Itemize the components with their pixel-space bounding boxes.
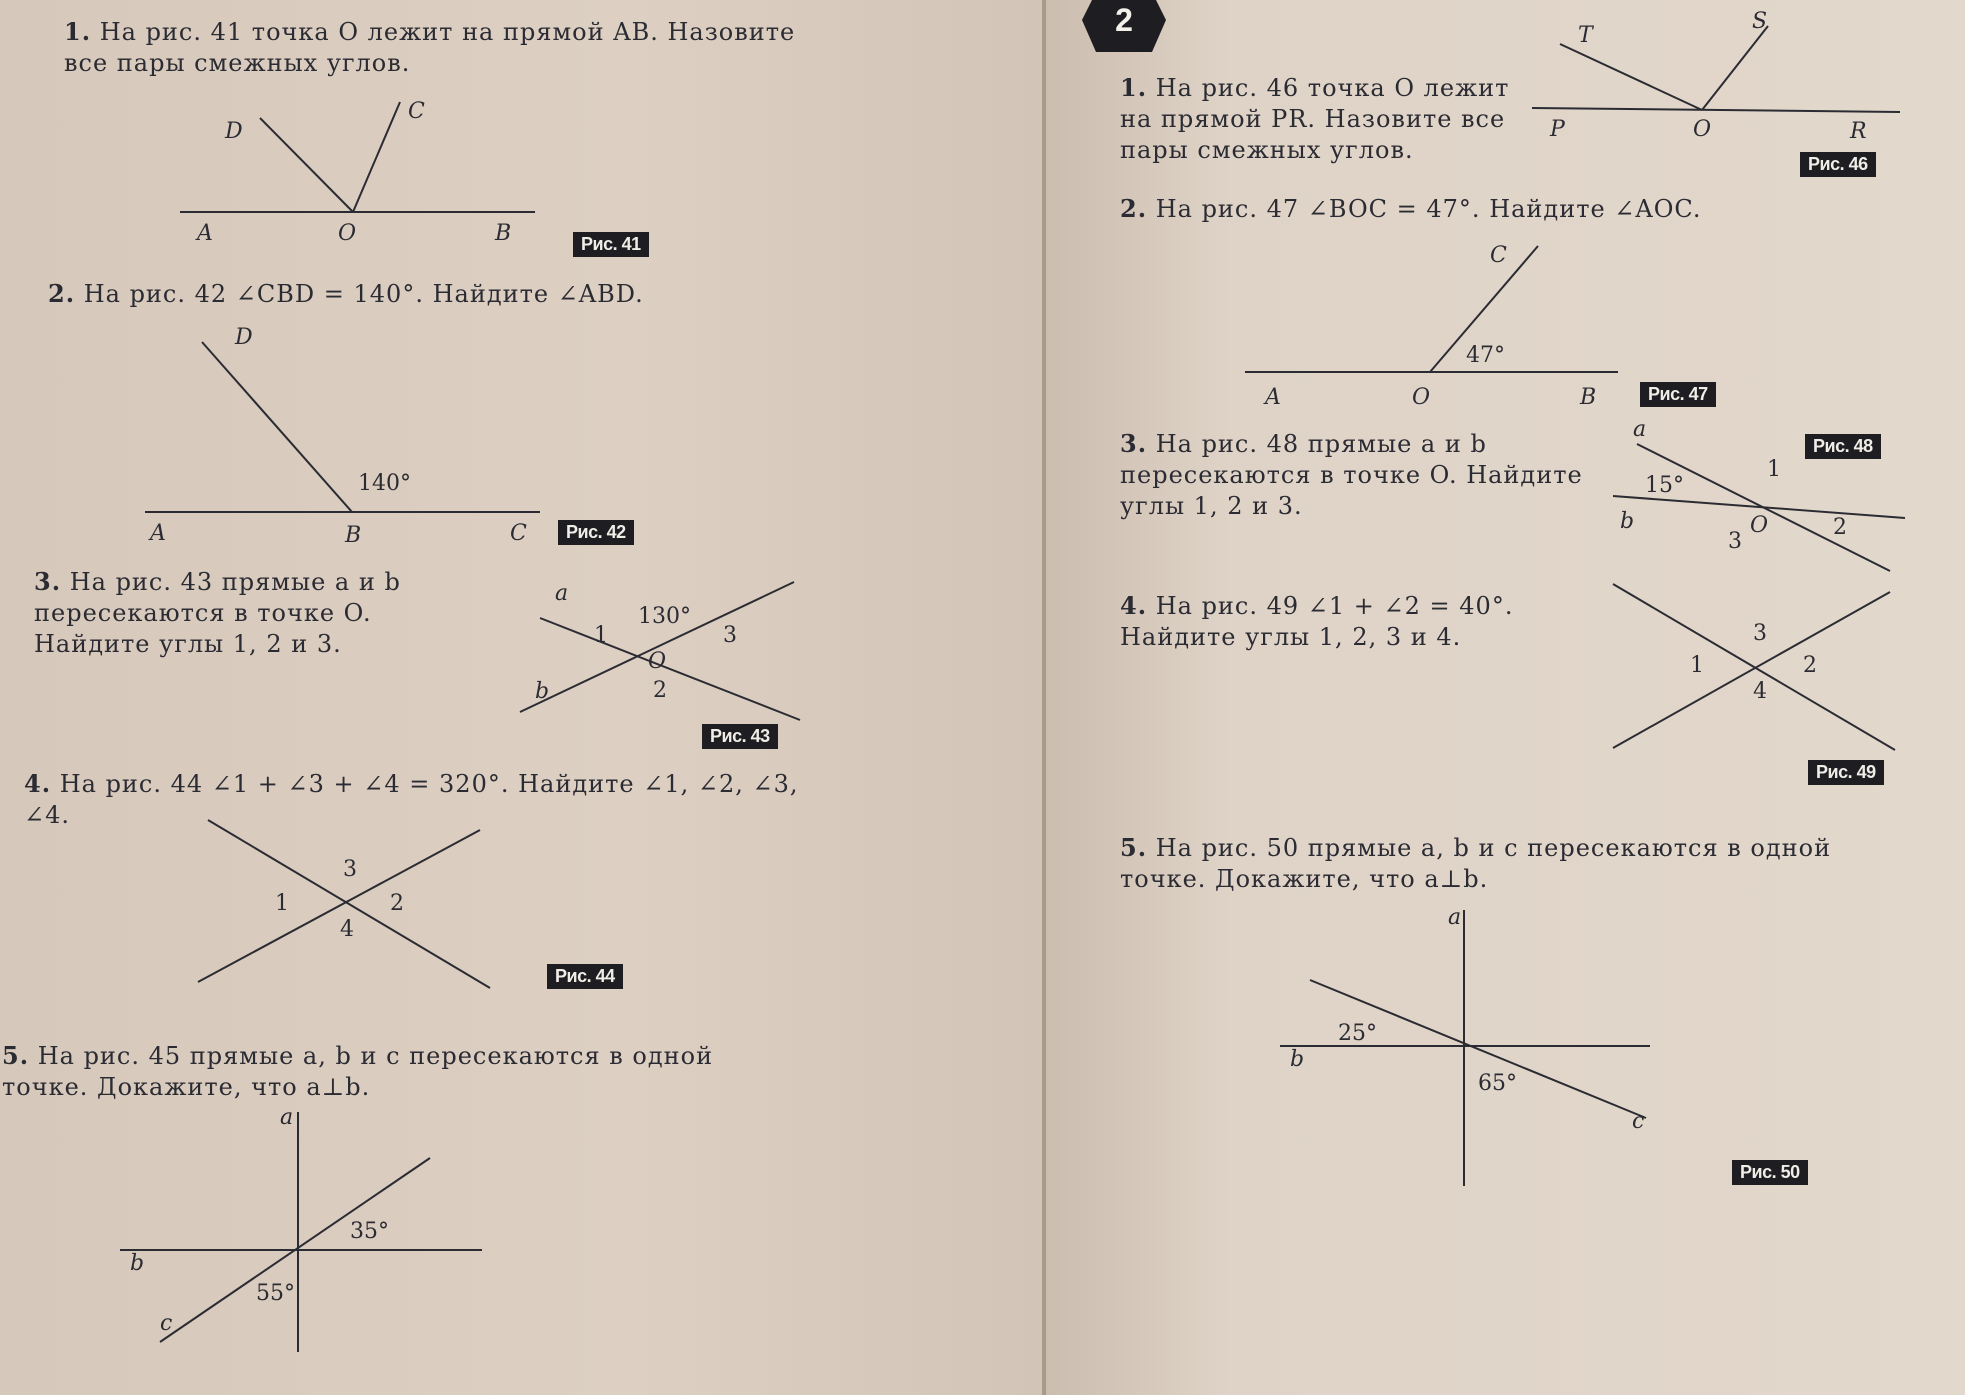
label-b: B: [345, 523, 362, 548]
task-text: На рис. 46 точка O лежит на прямой PR. Назовите все пары смежных углов.: [1120, 74, 1510, 164]
angle-label: 47°: [1466, 343, 1505, 368]
task-text: На рис. 50 прямые a, b и c пересекаются в одной точке. Докажите, что a⊥b.: [1120, 834, 1832, 893]
angle-label: 15°: [1645, 473, 1684, 498]
label-d: D: [235, 325, 253, 350]
task-2-left: [48, 278, 808, 310]
task-3-right: [1120, 428, 1600, 522]
task-number: 1.: [1120, 73, 1148, 102]
angle-number-1: 1: [594, 623, 608, 648]
angle-number-1: 1: [1767, 457, 1781, 482]
task-number: 1.: [64, 17, 92, 46]
angle-number-3: 3: [723, 623, 737, 648]
task-3-left: [34, 566, 474, 660]
figure-46: [1530, 8, 1910, 148]
task-text: На рис. 41 точка O лежит на прямой AB. Назовите все пары смежных углов.: [64, 18, 796, 77]
angle-number-4: 4: [1753, 679, 1767, 704]
caption-fig-49: Рис. 49: [1808, 760, 1884, 785]
label-o: O: [1693, 117, 1712, 142]
label-b: b: [1290, 1047, 1305, 1072]
angle-number-2: 2: [1833, 515, 1847, 540]
label-o: O: [338, 221, 357, 246]
label-a: a: [1448, 905, 1462, 930]
task-number: 3.: [34, 567, 62, 596]
label-b: B: [1580, 385, 1597, 410]
task-number: 4.: [24, 769, 52, 798]
label-c: C: [510, 521, 527, 546]
figure-50: [1270, 900, 1670, 1200]
angle-number-1: 1: [1690, 653, 1704, 678]
angle-label-35: 35°: [350, 1219, 389, 1244]
figure-44: [190, 810, 500, 1000]
task-text: На рис. 44 ∠1 + ∠3 + ∠4 = 320°. Найдите ∠1, ∠2, ∠3, ∠4.: [24, 770, 799, 829]
figure-47: [1240, 238, 1630, 413]
figure-42: [140, 320, 560, 550]
caption-fig-43: Рис. 43: [702, 724, 778, 749]
label-b: B: [495, 221, 512, 246]
task-5-left: [2, 1040, 792, 1103]
task-1-left: [64, 16, 824, 79]
caption-fig-44: Рис. 44: [547, 964, 623, 989]
task-text: На рис. 49 ∠1 + ∠2 = 40°. Найдите углы 1, 2, 3 и 4.: [1120, 592, 1514, 651]
figure-49: [1605, 580, 1905, 755]
angle-number-3: 3: [1728, 529, 1742, 554]
label-a: A: [150, 521, 166, 546]
angle-number-2: 2: [390, 891, 404, 916]
caption-fig-46: Рис. 46: [1800, 152, 1876, 177]
page-fold: [1042, 0, 1046, 1395]
label-a: a: [1633, 417, 1647, 442]
label-a: a: [555, 581, 569, 606]
caption-fig-47: Рис. 47: [1640, 382, 1716, 407]
label-c: c: [160, 1311, 173, 1336]
label-b: b: [1620, 509, 1635, 534]
angle-label-55: 55°: [256, 1281, 295, 1306]
task-text: На рис. 42 ∠CBD = 140°. Найдите ∠ABD.: [83, 280, 644, 308]
task-number: 4.: [1120, 591, 1148, 620]
label-r: R: [1850, 119, 1867, 144]
task-text: На рис. 47 ∠BOC = 47°. Найдите ∠AOC.: [1155, 195, 1702, 223]
label-o: O: [648, 649, 667, 674]
label-b: b: [535, 679, 550, 704]
angle-number-3: 3: [1753, 621, 1767, 646]
figure-41: [170, 90, 550, 250]
task-number: 2.: [48, 279, 76, 308]
label-t: T: [1578, 23, 1593, 48]
task-1-right: [1120, 72, 1530, 166]
angle-number-2: 2: [1803, 653, 1817, 678]
task-text: На рис. 43 прямые a и b пересекаются в точке O. Найдите углы 1, 2 и 3.: [34, 568, 401, 658]
task-number: 2.: [1120, 194, 1148, 223]
angle-label: 130°: [638, 604, 691, 629]
figure-43: [510, 560, 810, 740]
label-d: D: [225, 119, 243, 144]
label-a: a: [280, 1105, 294, 1130]
task-number: 5.: [1120, 833, 1148, 862]
task-number: 3.: [1120, 429, 1148, 458]
section-number: 2: [1115, 2, 1133, 38]
label-p: P: [1550, 117, 1565, 142]
task-2-right: [1120, 193, 1760, 225]
figure-45: [110, 1100, 500, 1360]
angle-number-4: 4: [340, 917, 354, 942]
caption-fig-42: Рис. 42: [558, 520, 634, 545]
caption-fig-48: Рис. 48: [1805, 434, 1881, 459]
angle-number-1: 1: [275, 891, 289, 916]
label-a: A: [197, 221, 213, 246]
label-b: b: [130, 1251, 145, 1276]
angle-label: 140°: [358, 471, 411, 496]
caption-fig-41: Рис. 41: [573, 232, 649, 257]
label-c: c: [1632, 1109, 1645, 1134]
label-c: C: [408, 99, 425, 124]
angle-number-3: 3: [343, 857, 357, 882]
caption-fig-50: Рис. 50: [1732, 1160, 1808, 1185]
angle-number-2: 2: [653, 678, 667, 703]
task-text: На рис. 48 прямые a и b пересекаются в точке O. Найдите углы 1, 2 и 3.: [1120, 430, 1583, 520]
task-4-right: [1120, 590, 1610, 653]
task-text: На рис. 45 прямые a, b и c пересекаются в одной точке. Докажите, что a⊥b.: [2, 1042, 714, 1101]
task-5-right: [1120, 832, 1920, 895]
angle-label-65: 65°: [1478, 1071, 1517, 1096]
label-a: A: [1265, 385, 1281, 410]
task-number: 5.: [2, 1041, 30, 1070]
label-o: O: [1750, 513, 1769, 538]
label-s: S: [1752, 9, 1768, 34]
angle-label-25: 25°: [1338, 1021, 1377, 1046]
label-c: C: [1490, 243, 1507, 268]
label-o: O: [1412, 385, 1431, 410]
